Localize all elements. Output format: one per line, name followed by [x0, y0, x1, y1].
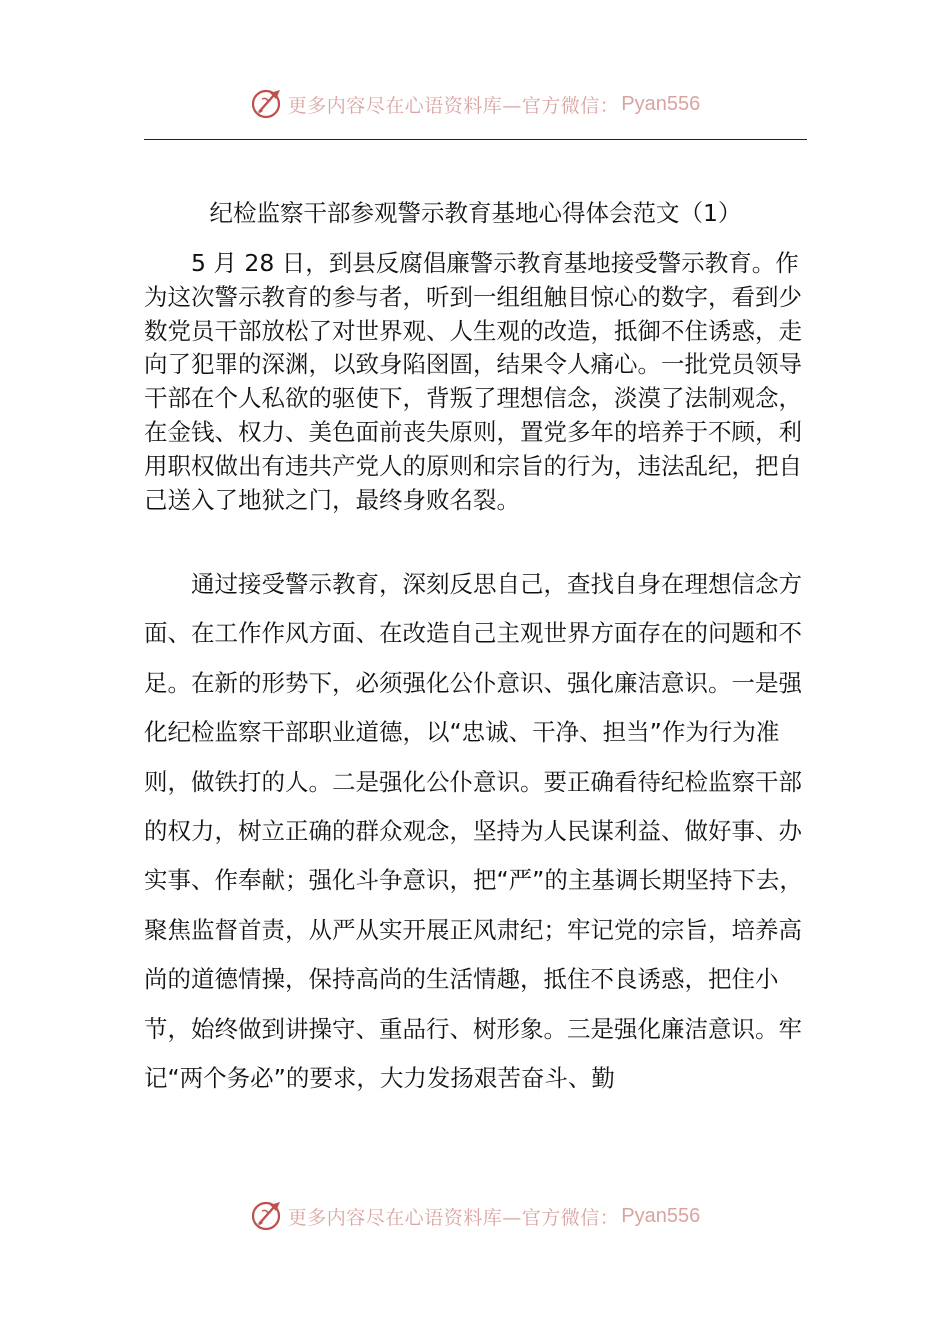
watermark-wechat-id: Pyan556	[621, 92, 701, 115]
document-title: 纪检监察干部参观警示教育基地心得体会范文（1）	[209, 199, 742, 227]
header-divider	[144, 139, 807, 140]
footer-watermark	[0, 1196, 950, 1236]
pen-logo-icon	[250, 87, 284, 121]
paragraph-2: 通过接受警示教育，深刻反思自己，查找自身在理想信念方面、在工作作风方面、在改造自己主观世界方面存在的问题和不足。在新的形势下，必须强化公仆意识、强化廉洁意识。一是强化纪检监察干部职业道德，以“忠诚、干净、担当”作为行为准则，做铁打的人。二是强化公仆意识。要正确看待纪检监察干部的权力，树立正确的群众观念，坚持为人民谋利益、做好事、办实事、作奉献；强化斗争意识，把“严”的主基调长期坚持下去，聚焦监督首责，从严从实开展正风肃纪；牢记党的宗旨，培养高尚的道德情操，保持高尚的生活情趣，抵住不良诱惑，把住小节，始终做到讲操守、重品行、树形象。三是强化廉洁意识。牢记“两个务必”的要求，大力发扬艰苦奋斗、勤	[144, 570, 803, 1093]
pen-logo-icon	[250, 1199, 284, 1233]
paragraph-1: 5 月 28 日，到县反腐倡廉警示教育基地接受警示教育。作为这次警示教育的参与者，听到一组组触目惊心的数字，看到少数党员干部放松了对世界观、人生观的改造，抵御不住诱惑，走向了犯罪的深渊，以致身陷囹圄，结果令人痛心。一批党员领导干部在个人私欲的驱使下，背叛了理想信念，淡漠了法制观念，在金钱、权力、美色面前丧失原则，置党多年的培养于不顾，利用职权做出有违共产党人的原则和宗旨的行为，违法乱纪，把自己送入了地狱之门，最终身败名裂。	[144, 249, 802, 514]
watermark-text: 更多内容尽在心语资料库—官方微信：	[287, 94, 620, 117]
watermark-wechat-id: Pyan556	[621, 1204, 701, 1227]
watermark-text: 更多内容尽在心语资料库—官方微信：	[287, 1206, 620, 1229]
header-watermark	[0, 84, 950, 124]
